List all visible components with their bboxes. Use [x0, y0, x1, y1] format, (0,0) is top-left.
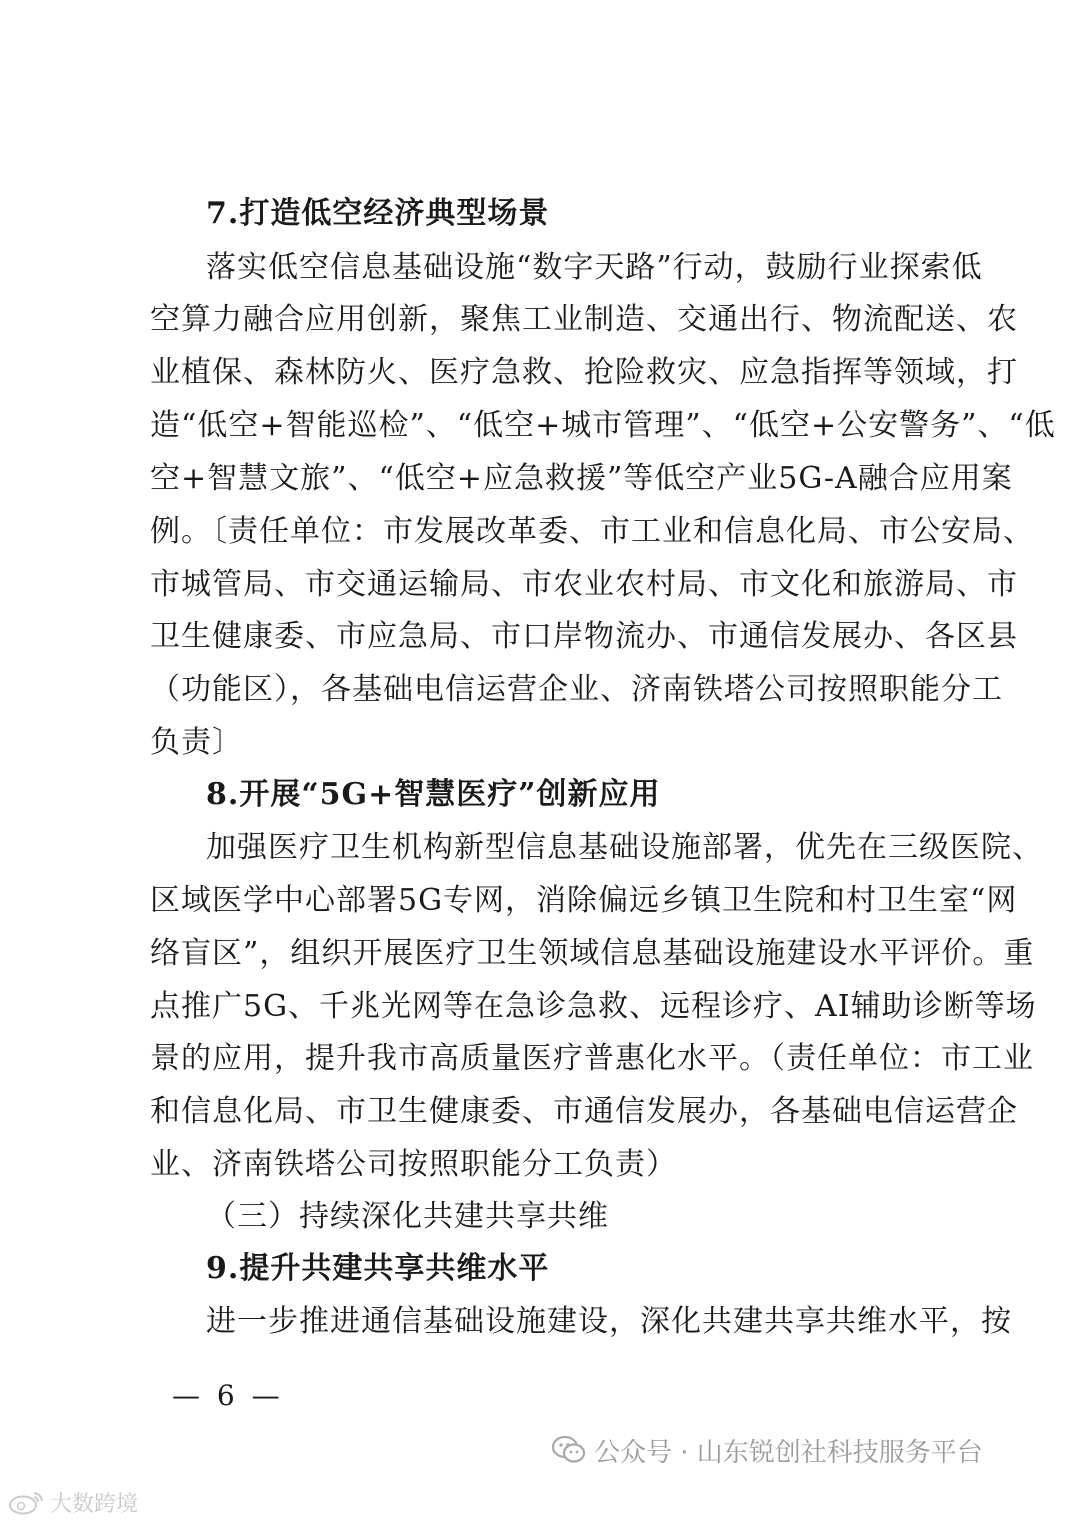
- section-7-paragraph-line: 落实低空信息基础设施“数字天路”行动，鼓励行业探索低: [206, 250, 983, 285]
- section-7-paragraph-line: （功能区），各基础电信运营企业、济南铁塔公司按照职能分工: [150, 672, 1003, 707]
- section-7-paragraph-line: 市城管局、市交通运输局、市农业农村局、市文化和旅游局、市: [150, 567, 1018, 602]
- section-7-paragraph-line: 空算力融合应用创新，聚焦工业制造、交通出行、物流配送、农: [150, 302, 1018, 337]
- wechat-watermark: [552, 1428, 983, 1472]
- section-7-paragraph-line: 卫生健康委、市应急局、市口岸物流办、市通信发展办、各区县: [150, 619, 1018, 654]
- weibo-watermark: [6, 1484, 138, 1520]
- section-8-paragraph-line: 区域医学中心部署5G专网，消除偏远乡镇卫生院和村卫生室“网: [150, 883, 1018, 918]
- section-8-paragraph-line: 景的应用，提升我市高质量医疗普惠化水平。（责任单位：市工业: [150, 1041, 1034, 1076]
- weibo-watermark-label: 大数跨境: [50, 1491, 139, 1517]
- weibo-icon: [6, 1489, 46, 1515]
- section-9-heading: 9.提升共建共享共维水平: [206, 1251, 550, 1286]
- section-7-paragraph-line: 业植保、森林防火、医疗急救、抢险救灾、应急指挥等领域，打: [150, 355, 1018, 390]
- section-8-paragraph-line: 业、济南铁塔公司按照职能分工负责）: [150, 1147, 677, 1182]
- section-8-paragraph-line: 和信息化局、市卫生健康委、市通信发展办，各基础电信运营企: [150, 1094, 1018, 1129]
- section-7-paragraph-line: 负责〕: [150, 725, 243, 760]
- page-number: — 6 —: [172, 1379, 284, 1412]
- section-8-paragraph-line: 络盲区”，组织开展医疗卫生领域信息基础设施建设水平评价。重: [150, 936, 1035, 971]
- section-8-heading: 8.开展“5G+智慧医疗”创新应用: [206, 777, 661, 812]
- part-3-heading: （三）持续深化共建共享共维: [206, 1199, 609, 1234]
- section-7-paragraph-line: 造“低空+智能巡检”、“低空+城市管理”、“低空+公安警务”、“低: [150, 408, 1056, 443]
- section-7-paragraph-line: 空+智慧文旅”、“低空+应急救援”等低空产业5G-A融合应用案: [150, 461, 1013, 496]
- section-8-paragraph-line: 点推广5G、千兆光网等在急诊急救、远程诊疗、AI辅助诊断等场: [150, 989, 1037, 1024]
- section-7-paragraph-line: 例。〔责任单位：市发展改革委、市工业和信息化局、市公安局、: [150, 514, 1034, 549]
- wechat-watermark-label: 公众号 · 山东锐创社科技服务平台: [594, 1437, 983, 1468]
- section-7-heading: 7.打造低空经济典型场景: [206, 196, 550, 231]
- section-9-paragraph-line: 进一步推进通信基础设施建设，深化共建共享共维水平，按: [206, 1304, 1012, 1339]
- section-8-paragraph-line: 加强医疗卫生机构新型信息基础设施部署，优先在三级医院、: [206, 830, 1043, 865]
- wechat-icon: [552, 1435, 586, 1465]
